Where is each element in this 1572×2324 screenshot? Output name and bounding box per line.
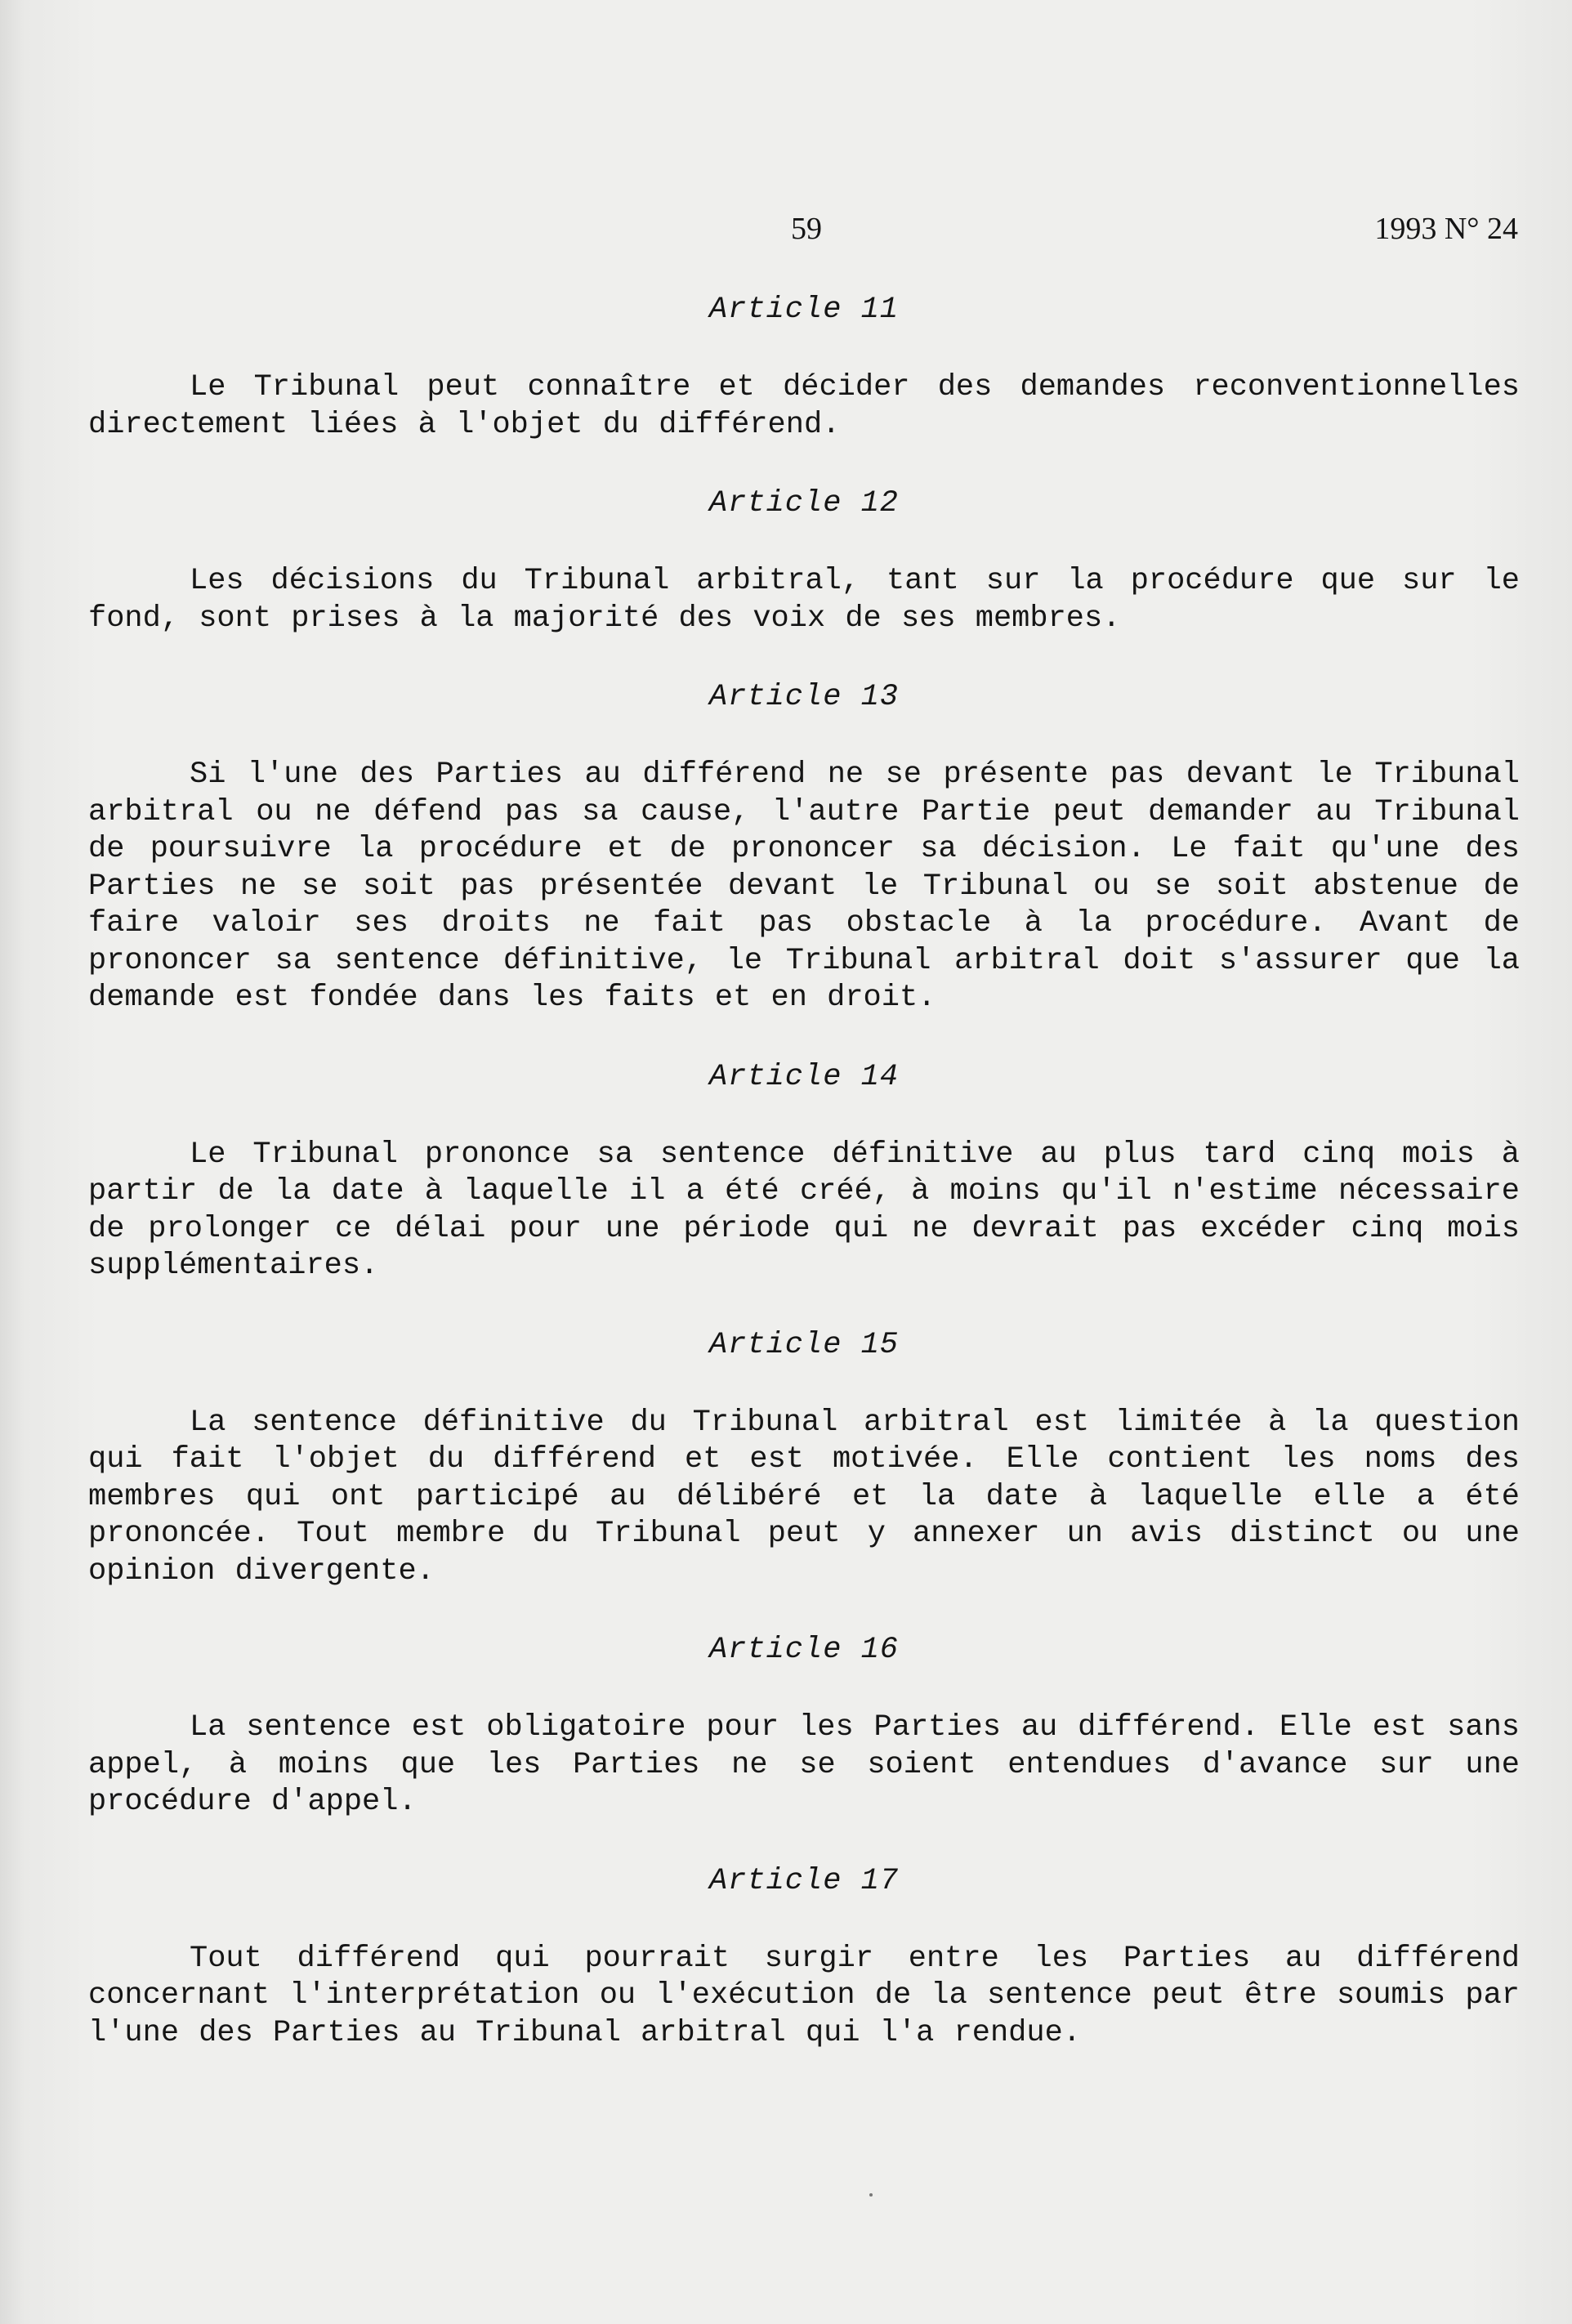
article-text: Tout différend qui pourrait surgir entre les Parties au différend concernant l'interprétation ou l'exécution de la sentence peut être soumis par l'une des Parties au Tribunal arbitral qui l'a rendue. <box>88 1941 1520 2050</box>
article-title: Article 12 <box>708 486 900 521</box>
speck-mark <box>869 2193 873 2197</box>
article-16 <box>88 1631 1520 1821</box>
article-13 <box>88 678 1520 1017</box>
article-12 <box>88 485 1520 637</box>
article-text: La sentence est obligatoire pour les Parties au différend. Elle est sans appel, à moins que les Parties ne se soient entendues d'avance sur une procédure d'appel. <box>88 1710 1520 1819</box>
article-text: La sentence définitive du Tribunal arbitral est limitée à la question qui fait l'objet du différend et est motivée. Elle contient les noms des membres qui ont participé au délibéré et la date à laquelle elle a été prononcée. Tout membre du Tribunal peut y annexer un avis distinct ou une opinion divergente. <box>88 1405 1520 1589</box>
article-14 <box>88 1058 1520 1285</box>
article-11 <box>88 291 1520 444</box>
page-header <box>0 211 1572 252</box>
article-title: Article 15 <box>708 1327 900 1362</box>
article-17 <box>88 1862 1520 2053</box>
article-title: Article 16 <box>708 1633 900 1667</box>
article-text: Le Tribunal peut connaître et décider des demandes reconventionnelles directement liées à l'objet du différend. <box>88 370 1520 442</box>
article-text: Les décisions du Tribunal arbitral, tant sur la procédure que sur le fond, sont prises à la majorité des voix de ses membres. <box>88 564 1520 636</box>
document-body <box>88 291 1520 2093</box>
document-reference: 1993 N° 24 <box>1374 212 1518 246</box>
article-title: Article 17 <box>708 1863 900 1898</box>
article-text: Si l'une des Parties au différend ne se présente pas devant le Tribunal arbitral ou ne défend pas sa cause, l'autre Partie peut demander au Tribunal de poursuivre la procédure et de prononcer sa décision. Le fait qu'une des Parties ne se soit pas présentée devant le Tribunal ou se soit abstenue de faire valoir ses droits ne fait pas obstacle à la procédure. Avant de prononcer sa sentence définitive, le Tribunal arbitral doit s'assurer que la demande est fondée dans les faits et en droit. <box>88 758 1520 1015</box>
article-title: Article 14 <box>708 1059 900 1094</box>
article-title: Article 13 <box>708 680 900 714</box>
article-15 <box>88 1326 1520 1591</box>
article-title: Article 11 <box>708 293 900 327</box>
article-text: Le Tribunal prononce sa sentence définitive au plus tard cinq mois à partir de la date à laquelle il a été créé, à moins qu'il n'estime nécessaire de prolonger ce délai pour une période qui ne devrait pas excéder cinq mois supplémentaires. <box>88 1137 1520 1283</box>
page-number: 59 <box>791 212 822 246</box>
